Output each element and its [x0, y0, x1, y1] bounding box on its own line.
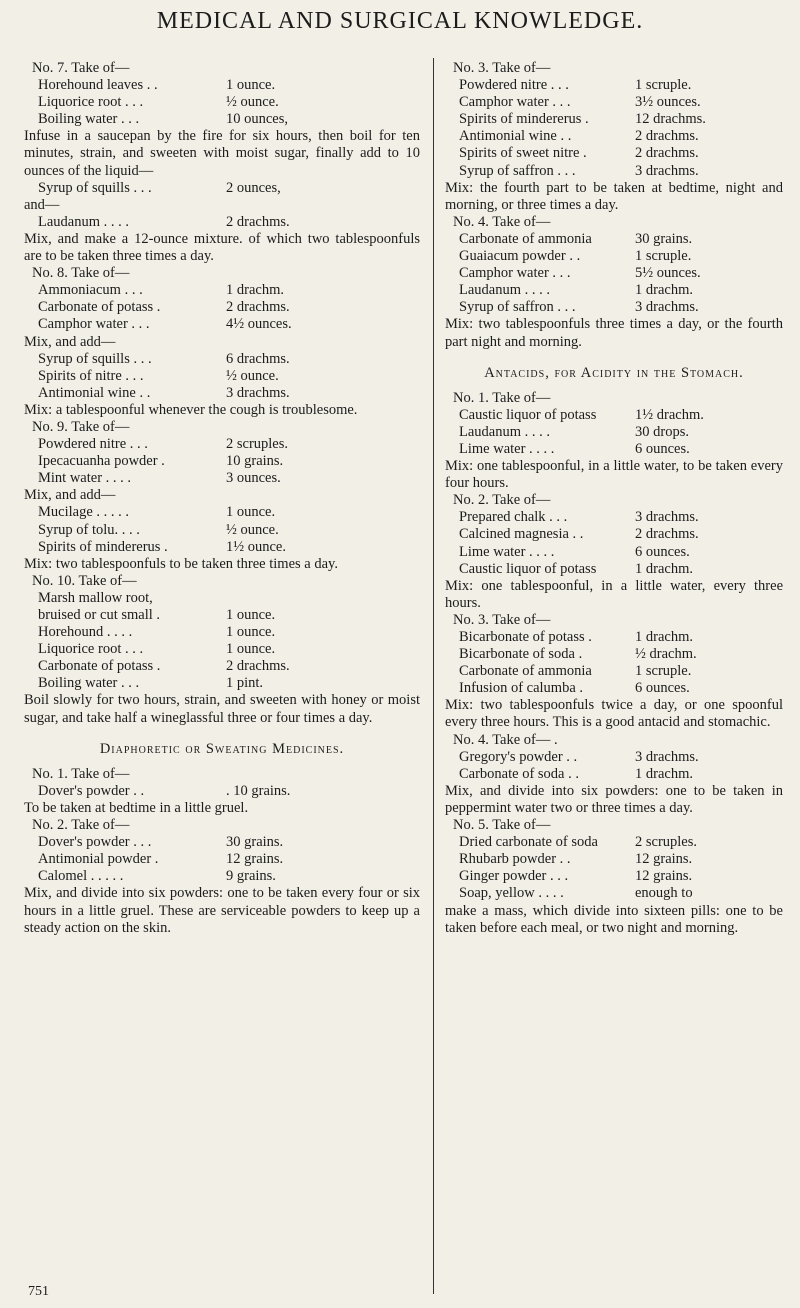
ingredient-quantity: ½ ounce. [226, 521, 279, 538]
ingredient-quantity: 6 ounces. [635, 440, 690, 457]
ingredient-name: Laudanum . . . . [38, 213, 130, 230]
instruction-paragraph: Mix: two tablespoonfuls to be taken three times a day. [24, 555, 338, 572]
ingredient-name: Calcined magnesia . . [459, 526, 584, 543]
ingredient-name: Dover's powder . . [38, 782, 145, 799]
instruction-paragraph: Mix, and divide into six powders: one to be taken in peppermint water two or three times a day. [445, 782, 783, 816]
instruction-paragraph: Mix: two tablespoonfuls twice a day, or one spoonful every three hours. This is a good antacid and stomachic. [445, 697, 783, 731]
ingredient-quantity: 2 scruples. [226, 436, 289, 453]
ingredient-line [24, 282, 420, 299]
page-number: 751 [28, 1284, 49, 1299]
mix-directive: and— [24, 196, 60, 213]
ingredient-line [445, 885, 783, 902]
ingredient-quantity: 2 drachms. [226, 658, 290, 675]
ingredient-name: Carbonate of potass . [38, 299, 161, 316]
ingredient-name: Horehound . . . . [38, 624, 133, 641]
ingredient-line [24, 368, 420, 385]
ingredient-quantity: ½ drachm. [635, 646, 697, 663]
ingredient-quantity: ½ ounce. [226, 367, 279, 384]
ingredient-name: Ammoniacum . . . [38, 282, 143, 299]
column-divider [433, 58, 434, 1294]
ingredient-line [24, 607, 420, 624]
ingredient-line [445, 424, 783, 441]
ingredient-quantity: 12 grains. [635, 851, 693, 868]
ingredient-quantity: 4½ ounces. [226, 316, 292, 333]
ingredient-name: Calomel . . . . . [38, 868, 124, 885]
ingredient-quantity: 3 drachms. [226, 384, 290, 401]
instruction-paragraph: Mix: one tablespoonful, in a little water, to be taken every four hours. [445, 458, 783, 492]
ingredient-quantity: enough to [635, 885, 693, 902]
ingredient-name: Liquorice root . . . [38, 641, 144, 658]
ingredient-name: Spirits of mindererus . [38, 538, 168, 555]
ingredient-name: Boiling water . . . [38, 111, 140, 128]
recipe-heading: No. 1. Take of— [32, 765, 130, 782]
ingredient-line [445, 868, 783, 885]
ingredient-name: Antimonial wine . . [459, 128, 572, 145]
ingredient-quantity: 3 ounces. [226, 470, 281, 487]
ingredient-name: Dover's powder . . . [38, 834, 152, 851]
ingredient-quantity: 5½ ounces. [635, 265, 701, 282]
ingredient-line [445, 299, 783, 316]
instruction-paragraph: To be taken at bedtime in a little gruel. [24, 799, 249, 816]
ingredient-quantity: 30 grains. [635, 230, 693, 247]
ingredient-quantity: . 10 grains. [226, 782, 291, 799]
ingredient-name: Lime water . . . . [459, 440, 555, 457]
ingredient-quantity: 1 drachm. [226, 282, 284, 299]
ingredient-quantity: 2 drachms. [635, 145, 699, 162]
ingredient-quantity: 6 ounces. [635, 543, 690, 560]
ingredient-line [445, 111, 783, 128]
ingredient-line [24, 180, 420, 197]
ingredient-line [445, 766, 783, 783]
ingredient-name: Antimonial wine . . [38, 384, 151, 401]
instruction-paragraph: Infuse in a saucepan by the fire for six hours, then boil for ten minutes, strain, and sweeten with moist sugar, finally add to 10 ounces of the liquid— [24, 128, 420, 179]
recipe-heading: No. 2. Take of— [32, 817, 130, 834]
ingredient-line [24, 111, 420, 128]
ingredient-name: Syrup of saffron . . . [459, 162, 576, 179]
ingredient-name: Spirits of sweet nitre . [459, 145, 587, 162]
ingredient-line [445, 441, 783, 458]
ingredient-line [445, 128, 783, 145]
ingredient-name: Bicarbonate of soda . [459, 646, 583, 663]
instruction-paragraph: Mix, and divide into six powders: one to be taken every four or six hours in a little gruel. These are serviceable powders to keep up a steady action on the skin. [24, 885, 420, 936]
recipe-heading: No. 3. Take of— [453, 611, 551, 628]
ingredient-line [445, 544, 783, 561]
ingredient-quantity: 1½ ounce. [226, 538, 286, 555]
ingredient-name: Bicarbonate of potass . [459, 629, 592, 645]
ingredient-line [445, 749, 783, 766]
ingredient-line [445, 629, 783, 646]
ingredient-quantity: 12 grains. [226, 851, 284, 868]
ingredient-quantity: ½ ounce. [226, 94, 279, 111]
ingredient-name: Marsh mallow root, [38, 589, 153, 606]
ingredient-name: Infusion of calumba . [459, 680, 584, 697]
section-heading: Diaphoretic or Sweating Medicines. [99, 740, 345, 757]
ingredient-name: Camphor water . . . [459, 265, 571, 282]
ingredient-name: Rhubarb powder . . [459, 851, 571, 868]
ingredient-quantity: 2 drachms. [226, 299, 290, 316]
ingredient-name: Syrup of saffron . . . [459, 299, 576, 316]
ingredient-name: Soap, yellow . . . . [459, 885, 564, 902]
ingredient-line [445, 282, 783, 299]
ingredient-quantity: 9 grains. [226, 868, 276, 885]
ingredient-line [24, 783, 420, 800]
ingredient-quantity: 1 ounce. [226, 607, 276, 623]
recipe-heading: No. 5. Take of— [453, 817, 551, 834]
ingredient-line [24, 624, 420, 641]
ingredient-name: Spirits of mindererus . [459, 111, 589, 128]
ingredient-line [24, 851, 420, 868]
recipe-heading: No. 9. Take of— [32, 418, 130, 435]
ingredient-line [445, 663, 783, 680]
instruction-paragraph: Mix, and make a 12-ounce mixture. of which two tablespoonfuls are to be taken three times a day. [24, 230, 420, 265]
ingredient-name: Syrup of tolu. . . . [38, 521, 140, 538]
ingredient-name: Ginger powder . . . [459, 868, 569, 885]
ingredient-name: Boiling water . . . [38, 675, 140, 692]
instruction-paragraph: Mix: a tablespoonful whenever the cough is troublesome. [24, 401, 358, 418]
ingredient-quantity: 6 drachms. [226, 350, 290, 367]
ingredient-name: Gregory's powder . . [459, 748, 578, 765]
ingredient-line [445, 526, 783, 543]
ingredient-quantity: 3 drachms. [635, 162, 699, 179]
ingredient-line [24, 214, 420, 231]
recipe-heading: No. 8. Take of— [32, 265, 130, 282]
ingredient-name: Syrup of squills . . . [38, 350, 152, 367]
ingredient-name: Laudanum . . . . [459, 423, 551, 440]
ingredient-quantity: 1 scruple. [635, 248, 692, 265]
ingredient-quantity: 1 drachm. [635, 765, 693, 782]
ingredient-quantity: 3 drachms. [635, 299, 699, 316]
ingredient-quantity: 3 drachms. [635, 748, 699, 765]
ingredient-name: Spirits of nitre . . . [38, 367, 144, 384]
instruction-paragraph: make a mass, which divide into sixteen pills: one to be taken before each meal, or two night and morning. [445, 902, 783, 936]
ingredient-name: Mucilage . . . . . [38, 504, 130, 521]
ingredient-name: Prepared chalk . . . [459, 509, 568, 526]
ingredient-name: Mint water . . . . [38, 470, 132, 487]
ingredient-name: Carbonate of ammonia [459, 230, 592, 247]
instruction-paragraph: Mix: the fourth part to be taken at bedtime, night and morning, or three times a day. [445, 179, 783, 213]
instruction-paragraph: Mix: one tablespoonful, in a little water, every three hours. [445, 577, 783, 611]
ingredient-quantity: 1 pint. [226, 675, 264, 692]
ingredient-quantity: 1 ounce. [226, 624, 276, 641]
mix-directive: Mix, and add— [24, 333, 116, 350]
right-column [445, 60, 783, 937]
ingredient-name: Horehound leaves . . [38, 77, 158, 94]
ingredient-quantity: 10 grains. [226, 453, 284, 470]
ingredient-quantity: 1 drachm. [635, 282, 693, 299]
ingredient-line [445, 509, 783, 526]
ingredient-name: Carbonate of ammonia [459, 663, 592, 680]
ingredient-line [24, 868, 420, 885]
ingredient-line [24, 436, 420, 453]
ingredient-name: Guaiacum powder . . [459, 248, 581, 265]
ingredient-quantity: 1½ drachm. [635, 406, 704, 423]
ingredient-quantity: 1 scruple. [635, 77, 692, 94]
ingredient-line [24, 539, 420, 556]
ingredient-line [24, 522, 420, 539]
ingredient-name: Camphor water . . . [38, 316, 150, 333]
ingredient-line [445, 834, 783, 851]
ingredient-line [24, 94, 420, 111]
ingredient-name: Carbonate of potass . [38, 658, 161, 675]
recipe-heading: No. 4. Take of— [453, 213, 551, 230]
ingredient-quantity: 12 drachms. [635, 111, 706, 128]
ingredient-quantity: 2 drachms. [635, 526, 699, 543]
ingredient-line [24, 470, 420, 487]
ingredient-quantity: 1 drachm. [635, 629, 693, 645]
ingredient-quantity: 1 scruple. [635, 663, 692, 680]
running-header: MEDICAL AND SURGICAL KNOWLEDGE. [156, 8, 644, 34]
ingredient-name: Caustic liquor of potass [459, 406, 597, 423]
ingredient-quantity: 2 drachms. [226, 213, 290, 230]
ingredient-quantity: 3 drachms. [635, 509, 699, 526]
section-heading: Antacids, for Acidity in the Stomach. [484, 364, 744, 381]
ingredient-line [445, 646, 783, 663]
ingredient-quantity: 30 drops. [635, 423, 689, 440]
ingredient-line [445, 851, 783, 868]
ingredient-line [24, 453, 420, 470]
ingredient-name: Carbonate of soda . . [459, 765, 579, 782]
instruction-paragraph: Boil slowly for two hours, strain, and sweeten with honey or moist sugar, and take half a wineglassful three or four times a day. [24, 692, 420, 726]
ingredient-line [24, 316, 420, 333]
ingredient-line [445, 145, 783, 162]
ingredient-name: Antimonial powder . [38, 851, 159, 868]
ingredient-name: Laudanum . . . . [459, 282, 551, 299]
ingredient-line [24, 299, 420, 316]
ingredient-line [445, 163, 783, 180]
ingredient-line [24, 77, 420, 94]
ingredient-line [24, 675, 420, 692]
ingredient-line [445, 680, 783, 697]
instruction-paragraph: Mix: two tablespoonfuls three times a day, or the fourth part night and morning. [445, 316, 783, 350]
ingredient-line [445, 561, 783, 578]
ingredient-name: Liquorice root . . . [38, 94, 144, 111]
ingredient-line [24, 658, 420, 675]
ingredient-line [445, 407, 783, 424]
ingredient-name: Ipecacuanha powder . [38, 453, 165, 470]
ingredient-quantity: 2 ounces, [226, 179, 281, 196]
ingredient-name: bruised or cut small . [38, 607, 161, 623]
recipe-heading: No. 3. Take of— [453, 60, 551, 76]
left-column [24, 60, 420, 937]
ingredient-line [24, 641, 420, 658]
ingredient-name: Syrup of squills . . . [38, 179, 152, 196]
ingredient-quantity: 30 grains. [226, 834, 284, 851]
ingredient-quantity: 1 ounce. [226, 504, 276, 521]
recipe-heading: No. 1. Take of— [453, 389, 551, 406]
ingredient-quantity: 2 scruples. [635, 834, 698, 851]
ingredient-line [24, 504, 420, 521]
ingredient-quantity: 12 grains. [635, 868, 693, 885]
ingredient-quantity: 10 ounces, [226, 111, 289, 128]
ingredient-name: Lime water . . . . [459, 543, 555, 560]
ingredient-quantity: 6 ounces. [635, 680, 690, 697]
mix-directive: Mix, and add— [24, 487, 116, 504]
recipe-heading: No. 7. Take of— [32, 60, 130, 76]
ingredient-line [445, 94, 783, 111]
ingredient-quantity: 2 drachms. [635, 128, 699, 145]
ingredient-line [445, 77, 783, 94]
ingredient-line [445, 265, 783, 282]
ingredient-name: Dried carbonate of soda [459, 834, 598, 851]
recipe-heading: No. 10. Take of— [32, 572, 137, 589]
ingredient-name: Powdered nitre . . . [38, 436, 148, 453]
ingredient-line [445, 231, 783, 248]
ingredient-line [24, 834, 420, 851]
ingredient-name: Powdered nitre . . . [459, 77, 569, 94]
ingredient-quantity: 1 ounce. [226, 641, 276, 658]
ingredient-quantity: 1 ounce. [226, 77, 276, 94]
ingredient-line [24, 351, 420, 368]
ingredient-line [24, 385, 420, 402]
recipe-heading: No. 4. Take of— . [453, 731, 558, 748]
ingredient-name: Caustic liquor of potass [459, 560, 597, 577]
ingredient-quantity: 1 drachm. [635, 560, 693, 577]
ingredient-line [445, 248, 783, 265]
ingredient-name: Camphor water . . . [459, 94, 571, 111]
ingredient-line [24, 590, 420, 607]
ingredient-quantity: 3½ ounces. [635, 94, 701, 111]
recipe-heading: No. 2. Take of— [453, 492, 551, 509]
